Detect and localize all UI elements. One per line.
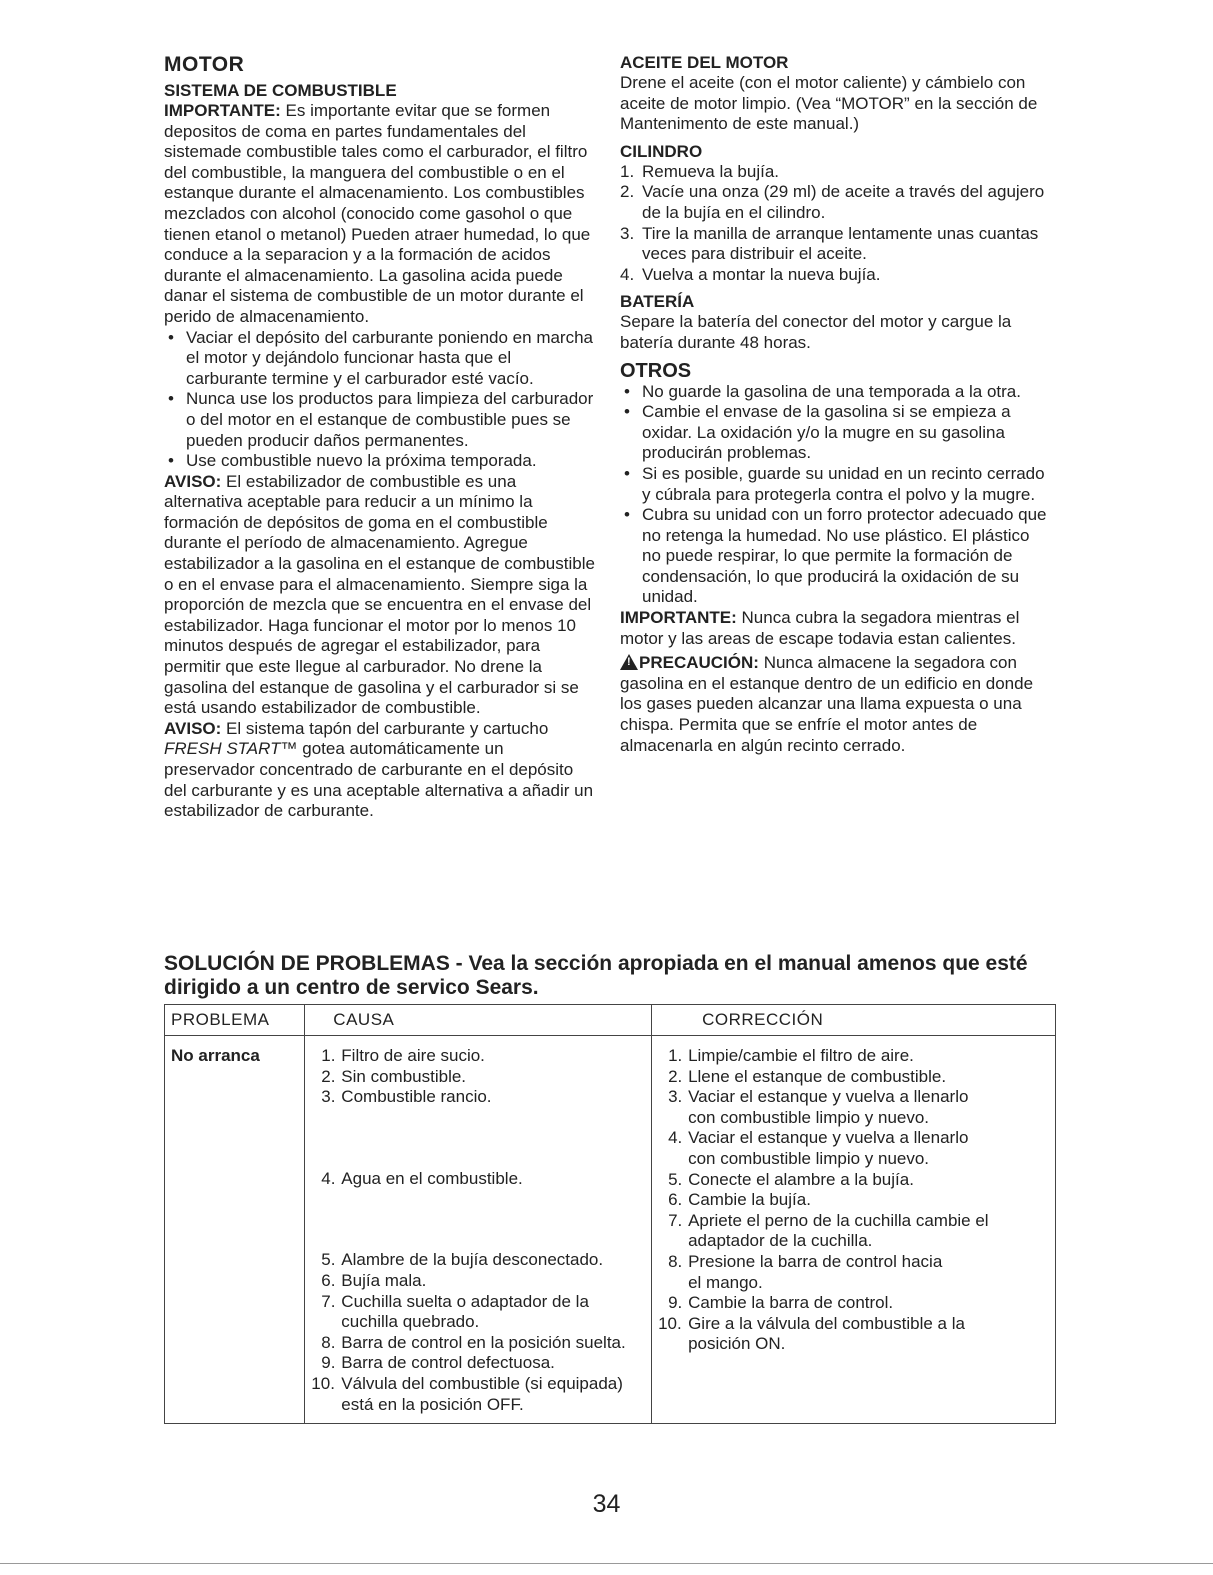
list-item: 1. Remueva la bujía.	[620, 161, 780, 181]
page-bottom-divider	[0, 1563, 1213, 1564]
list-item: 8. Presione la barra de control hacia el mango.	[668, 1251, 943, 1292]
list-item: 2. Vacíe una onza (29 ml) de aceite a través del agujero de la bujía en el cilindro.	[620, 182, 1045, 222]
list-item: • No guarde la gasolina de una temporada a la otra.	[624, 381, 1021, 401]
list-item: 7. Cuchilla suelta o adaptador de la cuchilla quebrado.	[321, 1291, 589, 1332]
list-item: 6. Bujía mala.	[321, 1270, 427, 1290]
list-item: 10. Gire a la válvula del combustible a la posición ON.	[658, 1313, 965, 1354]
list-item: 6. Cambie la bujía.	[668, 1190, 811, 1210]
column-header-problem: PROBLEMA	[165, 1005, 305, 1036]
list-spacer	[311, 1189, 645, 1230]
caution-label: PRECAUCIÓN:	[639, 653, 759, 673]
troubleshooting-title: SOLUCIÓN DE PROBLEMAS - Vea la sección apropiada en el manual amenos que esté dirigido a un centro de servico Sears.	[164, 952, 1028, 999]
bullet-icon: •	[168, 389, 174, 409]
bullet-icon: •	[624, 463, 630, 483]
others-bullets	[620, 382, 1052, 609]
corrections-cell	[652, 1036, 1056, 1424]
fuel-bullets	[164, 328, 596, 472]
bullet-icon: •	[624, 402, 630, 422]
list-item: 4. Vaciar el estanque y vuelva a llenarlo con combustible limpio y nuevo.	[668, 1128, 969, 1168]
list-item: 3. Combustible rancio.	[321, 1087, 492, 1107]
list-item: 8. Barra de control en la posición suelta.	[321, 1332, 626, 1352]
list-item: 4. Agua en el combustible.	[321, 1168, 523, 1188]
section-title-motor: MOTOR	[164, 53, 245, 76]
important-label: IMPORTANTE:	[164, 101, 281, 120]
column-header-cause: CAUSA	[305, 1005, 652, 1036]
notice-text: El estabilizador de combustible es una alternativa aceptable para reducir a un mínimo la formación de depósitos de goma en el combustible durante el período de almacenamiento. Agregue estabilizador a la gasolina en el estanque de combustible o en el envase para el almacenamiento. Siempre siga la proporción de mezcla que se encuentra en el envase del estabilizador. Haga funcionar el motor por lo menos 10 minutos después de agregar el estabilizador, para permitir que este llegue al carburador. No drene la gasolina del estanque de gasolina y el carburador si se está usando estabilizador de combustible.	[164, 471, 595, 718]
table-row	[165, 1036, 1056, 1424]
bullet-icon: •	[168, 327, 174, 347]
list-item: • Si es posible, guarde su unidad en un recinto cerrado y cúbrala para protegerla contra el polvo y la mugre.	[624, 463, 1045, 504]
fresh-start-brand: FRESH START™	[164, 739, 298, 759]
bullet-icon: •	[624, 381, 630, 401]
subsection-battery: BATERÍA	[620, 292, 695, 312]
notice-label: AVISO:	[164, 718, 222, 738]
notice-label: AVISO:	[164, 471, 222, 491]
subsection-others: OTROS	[620, 359, 692, 382]
table-header-row	[165, 1005, 1056, 1036]
subsection-fuel-system: SISTEMA DE COMBUSTIBLE	[164, 81, 397, 100]
list-item: 4. Vuelva a montar la nueva bujía.	[620, 264, 881, 284]
caution-paragraph: ! PRECAUCIÓN: Nunca almacene la segadora con gasolina en el estanque dentro de un edificio en donde los gases pueden alcanzar una llama expuesta o una chispa. Permita que se enfríe el motor antes de almacenarla en algún recinto cerrado.	[620, 653, 1034, 755]
list-item: 9. Barra de control defectuosa.	[321, 1353, 555, 1373]
list-spacer	[311, 1108, 645, 1169]
important-covering-paragraph: IMPORTANTE: Nunca cubra la segadora mientras el motor y las areas de escape todavia estan calientes.	[620, 608, 1020, 648]
engine-oil-text: Drene el aceite (con el motor caliente) y cámbielo con aceite de motor limpio. (Vea “MOTOR” en la sección de Mantenimento de este manual.)	[620, 73, 1038, 134]
list-item: • Cubra su unidad con un forro protector adecuado que no retenga la humedad. No use plástico. El plástico no puede respirar, lo que permite la formación de condensación, lo que producirá la oxidación de su unidad.	[624, 505, 1047, 607]
notice-stabilizer-paragraph	[164, 472, 596, 719]
causes-cell	[305, 1036, 652, 1424]
left-column	[164, 52, 596, 822]
list-item: 1. Limpie/cambie el filtro de aire.	[668, 1046, 914, 1065]
list-item: 3. Tire la manilla de arranque lentamente unas cuantas veces para distribuir el aceite.	[620, 223, 1039, 264]
list-item: • Vaciar el depósito del carburante poniendo en marcha el motor y dejándolo funcionar hasta que el carburante termine y el carburador esté vacío.	[168, 327, 594, 388]
notice-fresh-start-paragraph: AVISO: El sistema tapón del carburante y cartucho FRESH START™ gotea automáticamente un preservador concentrado de carburante en el depósito del carburante y es una aceptable alternativa a añadir un estabilizador de carburante.	[164, 718, 594, 821]
list-item: • Cambie el envase de la gasolina si se empieza a oxidar. La oxidación y/o la mugre en su gasolina producirán problemas.	[624, 402, 1011, 463]
bullet-icon: •	[624, 505, 630, 525]
cylinder-steps	[620, 162, 1052, 286]
page-number: 34	[592, 1490, 621, 1518]
important-text: Es importante evitar que se formen depositos de coma en partes fundamentales del sistemade combustible tales como el carburador, el filtro del combustible, la manguera del combustible o en el estanque durante el almacenamiento. Los combustibles mezclados con alcohol (conocido come gasohol o que tienen etanol o metanol) Pueden atraer humedad, lo que conduce a la separacion y a la formación de acidos durante el almacenamiento. La gasolina acida puede danar el sistema de combustible de un motor durante el perido de almacenamiento.	[164, 101, 591, 326]
list-item: 5. Conecte el alambre a la bujía.	[668, 1169, 914, 1189]
right-column	[620, 52, 1052, 756]
corrections-list	[658, 1046, 1049, 1355]
subsection-engine-oil: ACEITE DEL MOTOR	[620, 53, 789, 72]
list-item: 2. Sin combustible.	[321, 1066, 467, 1086]
list-item: 3. Vaciar el estanque y vuelva a llenarlo con combustible limpio y nuevo.	[668, 1087, 969, 1127]
list-item: • Use combustible nuevo la próxima temporada.	[168, 451, 537, 471]
list-item: 10. Válvula del combustible (si equipada) está en la posición OFF.	[311, 1373, 623, 1414]
warning-triangle-icon: !	[620, 654, 638, 670]
battery-text: Separe la batería del conector del motor y cargue la batería durante 48 horas.	[620, 312, 1012, 352]
important-label: IMPORTANTE:	[620, 608, 737, 628]
fuel-important-paragraph	[164, 101, 596, 328]
problem-cell: No arranca	[165, 1036, 305, 1424]
causes-list	[311, 1046, 645, 1415]
bullet-icon: •	[168, 451, 174, 471]
list-item: 2. Llene el estanque de combustible.	[668, 1066, 947, 1086]
list-item: 9. Cambie la barra de control.	[668, 1293, 894, 1313]
list-item: 5. Alambre de la bujía desconectado.	[321, 1250, 604, 1270]
list-item: 7. Apriete el perno de la cuchilla cambie el adaptador de la cuchilla.	[668, 1210, 989, 1251]
troubleshooting-table	[164, 1004, 1056, 1424]
list-item: 1. Filtro de aire sucio.	[321, 1046, 485, 1065]
list-item: • Nunca use los productos para limpieza del carburador o del motor en el estanque de combustible pues se pueden producir daños permanentes.	[168, 389, 594, 450]
column-header-correction: CORRECCIÓN	[652, 1005, 1056, 1036]
subsection-cylinder: CILINDRO	[620, 141, 703, 161]
